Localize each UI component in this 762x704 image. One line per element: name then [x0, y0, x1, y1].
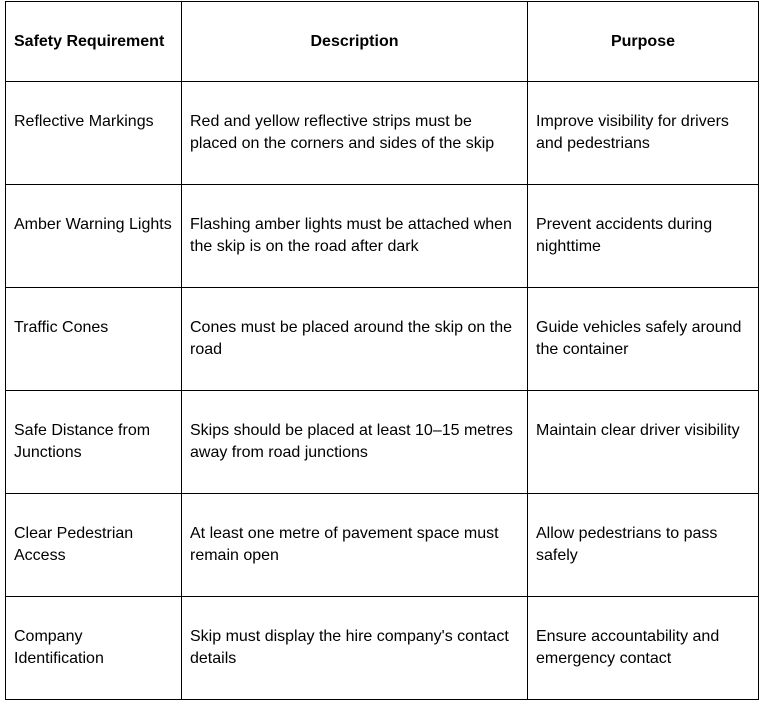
table-row: [6, 494, 759, 597]
header-purpose: Purpose: [528, 2, 759, 82]
safety-requirements-table: [5, 1, 759, 700]
description-cell: Skips should be placed at least 10–15 metres away from road junctions: [182, 391, 528, 494]
description-cell: At least one metre of pavement space must remain open: [182, 494, 528, 597]
requirement-cell: Reflective Markings: [6, 82, 182, 185]
table-row: [6, 82, 759, 185]
requirement-cell: Clear Pedestrian Access: [6, 494, 182, 597]
header-description: Description: [182, 2, 528, 82]
table-row: [6, 288, 759, 391]
table-row: [6, 597, 759, 700]
purpose-cell: Allow pedestrians to pass safely: [528, 494, 759, 597]
table-row: [6, 391, 759, 494]
requirement-cell: Amber Warning Lights: [6, 185, 182, 288]
header-safety-requirement: Safety Requirement: [6, 2, 182, 82]
purpose-cell: Prevent accidents during nighttime: [528, 185, 759, 288]
purpose-cell: Maintain clear driver visibility: [528, 391, 759, 494]
requirement-cell: Company Identification: [6, 597, 182, 700]
purpose-cell: Guide vehicles safely around the container: [528, 288, 759, 391]
table-row: [6, 185, 759, 288]
purpose-cell: Ensure accountability and emergency contact: [528, 597, 759, 700]
purpose-cell: Improve visibility for drivers and pedestrians: [528, 82, 759, 185]
description-cell: Skip must display the hire company's contact details: [182, 597, 528, 700]
requirement-cell: Safe Distance from Junctions: [6, 391, 182, 494]
table-header-row: [6, 2, 759, 82]
description-cell: Flashing amber lights must be attached when the skip is on the road after dark: [182, 185, 528, 288]
description-cell: Red and yellow reflective strips must be placed on the corners and sides of the skip: [182, 82, 528, 185]
description-cell: Cones must be placed around the skip on the road: [182, 288, 528, 391]
requirement-cell: Traffic Cones: [6, 288, 182, 391]
